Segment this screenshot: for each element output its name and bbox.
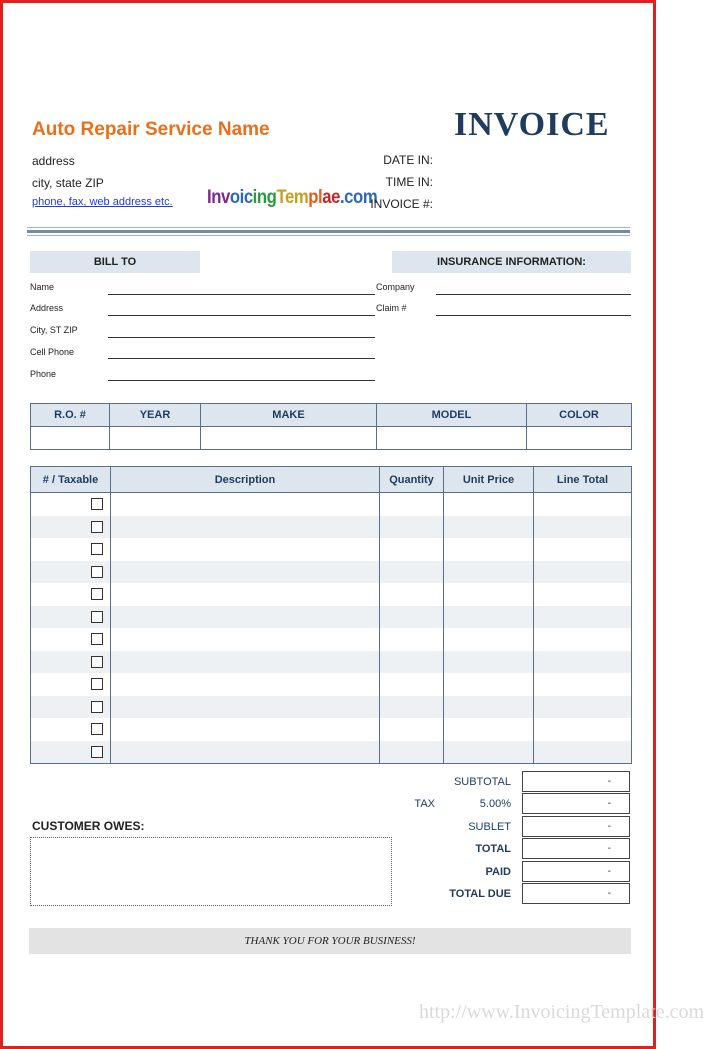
company-name: Auto Repair Service Name <box>32 119 270 140</box>
table-row <box>31 651 632 674</box>
description-cell[interactable] <box>111 583 380 606</box>
header-divider <box>27 227 630 228</box>
line-total-cell[interactable] <box>534 583 632 606</box>
description-cell[interactable] <box>111 718 380 741</box>
quantity-cell[interactable] <box>380 493 444 516</box>
quantity-cell[interactable] <box>380 606 444 629</box>
ro-number-header: R.O. # <box>31 404 110 427</box>
quantity-cell[interactable] <box>380 741 444 764</box>
taxable-cell[interactable] <box>31 493 111 516</box>
tax-value: - <box>522 793 630 814</box>
paid-value[interactable]: - <box>522 861 630 882</box>
taxable-cell[interactable] <box>31 606 111 629</box>
total-due-label: TOTAL DUE <box>449 888 511 900</box>
insurance-company-field[interactable] <box>436 294 631 295</box>
quantity-cell[interactable] <box>380 673 444 696</box>
total-value: - <box>522 838 630 859</box>
table-row <box>31 696 632 719</box>
unit-price-cell[interactable] <box>444 673 534 696</box>
taxable-cell[interactable] <box>31 583 111 606</box>
color-header: COLOR <box>527 404 632 427</box>
year-cell[interactable] <box>110 427 201 450</box>
taxable-checkbox[interactable] <box>91 521 103 533</box>
taxable-checkbox[interactable] <box>91 588 103 600</box>
table-row <box>31 606 632 629</box>
total-due-value: - <box>522 883 630 904</box>
subtotal-value: - <box>522 771 630 792</box>
paid-label: PAID <box>485 866 511 878</box>
bill-to-cell-phone-label: Cell Phone <box>30 347 75 357</box>
taxable-checkbox[interactable] <box>91 611 103 623</box>
bill-to-city-field[interactable] <box>108 337 375 338</box>
unit-price-cell[interactable] <box>444 718 534 741</box>
tax-rate[interactable]: 5.00% <box>479 798 511 810</box>
taxable-cell[interactable] <box>31 538 111 561</box>
taxable-cell[interactable] <box>31 673 111 696</box>
description-cell[interactable] <box>111 493 380 516</box>
unit-price-cell[interactable] <box>444 741 534 764</box>
vehicle-table <box>30 403 632 450</box>
customer-owes-title: CUSTOMER OWES: <box>32 819 145 833</box>
quantity-cell[interactable] <box>380 651 444 674</box>
header-divider-lower <box>27 235 630 236</box>
invoice-title: INVOICE <box>454 106 610 143</box>
table-row <box>31 741 632 764</box>
line-total-cell[interactable] <box>534 673 632 696</box>
date-in-label: DATE IN: <box>383 153 433 167</box>
bill-to-address-field[interactable] <box>108 315 375 316</box>
insurance-claim-label: Claim # <box>376 303 407 313</box>
taxable-cell[interactable] <box>31 718 111 741</box>
taxable-checkbox[interactable] <box>91 566 103 578</box>
sublet-label: SUBLET <box>468 821 511 833</box>
insurance-header: INSURANCE INFORMATION: <box>392 251 631 273</box>
taxable-checkbox[interactable] <box>91 723 103 735</box>
unit-price-cell[interactable] <box>444 628 534 651</box>
description-cell[interactable] <box>111 673 380 696</box>
table-row <box>31 628 632 651</box>
bill-to-name-field[interactable] <box>108 294 375 295</box>
taxable-cell[interactable] <box>31 741 111 764</box>
quantity-cell[interactable] <box>380 718 444 741</box>
company-city-state-zip: city, state ZIP <box>32 176 104 190</box>
unit-price-cell[interactable] <box>444 493 534 516</box>
taxable-checkbox[interactable] <box>91 543 103 555</box>
quantity-cell[interactable] <box>380 583 444 606</box>
quantity-header: Quantity <box>380 467 444 493</box>
description-cell[interactable] <box>111 516 380 539</box>
table-row <box>31 673 632 696</box>
quantity-cell[interactable] <box>380 561 444 584</box>
bill-to-phone-label: Phone <box>30 369 57 379</box>
line-total-cell[interactable] <box>534 493 632 516</box>
ro-number-cell[interactable] <box>31 427 110 450</box>
taxable-checkbox[interactable] <box>91 498 103 510</box>
line-total-cell[interactable] <box>534 651 632 674</box>
sublet-value[interactable]: - <box>522 816 630 837</box>
make-cell[interactable] <box>201 427 377 450</box>
total-label: TOTAL <box>475 843 511 855</box>
bill-to-city-label: City, ST ZIP <box>30 325 78 335</box>
description-cell[interactable] <box>111 538 380 561</box>
unit-price-cell[interactable] <box>444 651 534 674</box>
description-cell[interactable] <box>111 741 380 764</box>
table-row <box>31 583 632 606</box>
description-cell[interactable] <box>111 606 380 629</box>
table-row <box>31 718 632 741</box>
unit-price-cell[interactable] <box>444 538 534 561</box>
bill-to-address-label: Address <box>30 303 64 313</box>
quantity-cell[interactable] <box>380 696 444 719</box>
invoice-number-label: INVOICE #: <box>370 197 433 211</box>
thank-you-banner: THANK YOU FOR YOUR BUSINESS! <box>29 928 631 954</box>
quantity-cell[interactable] <box>380 516 444 539</box>
unit-price-cell[interactable] <box>444 583 534 606</box>
quantity-cell[interactable] <box>380 628 444 651</box>
watermark: http://www.InvoicingTemplate.com <box>419 1001 704 1023</box>
model-header: MODEL <box>377 404 527 427</box>
invoicing-template-logo: InvoicingTemplae.com <box>207 187 378 208</box>
year-header: YEAR <box>110 404 201 427</box>
taxable-header: # / Taxable <box>31 467 111 493</box>
color-cell[interactable] <box>527 427 632 450</box>
description-header: Description <box>111 467 380 493</box>
taxable-cell[interactable] <box>31 516 111 539</box>
company-address: address <box>32 154 75 168</box>
make-header: MAKE <box>201 404 377 427</box>
table-row <box>31 538 632 561</box>
taxable-cell[interactable] <box>31 696 111 719</box>
bill-to-header: BILL TO <box>30 251 200 273</box>
unit-price-cell[interactable] <box>444 696 534 719</box>
taxable-cell[interactable] <box>31 561 111 584</box>
line-total-cell[interactable] <box>534 606 632 629</box>
taxable-checkbox[interactable] <box>91 746 103 758</box>
taxable-checkbox[interactable] <box>91 633 103 645</box>
line-total-cell[interactable] <box>534 516 632 539</box>
line-total-cell[interactable] <box>534 696 632 719</box>
table-row <box>31 493 632 516</box>
description-cell[interactable] <box>111 561 380 584</box>
taxable-cell[interactable] <box>31 628 111 651</box>
line-total-cell[interactable] <box>534 561 632 584</box>
table-row <box>31 561 632 584</box>
line-items-table <box>30 466 632 764</box>
bill-to-cell-phone-field[interactable] <box>108 358 375 359</box>
description-cell[interactable] <box>111 696 380 719</box>
line-total-cell[interactable] <box>534 741 632 764</box>
taxable-checkbox[interactable] <box>91 701 103 713</box>
time-in-label: TIME IN: <box>385 175 433 189</box>
tax-label: TAX <box>414 798 435 810</box>
taxable-checkbox[interactable] <box>91 656 103 668</box>
header-divider-thick <box>27 230 630 233</box>
line-total-cell[interactable] <box>534 628 632 651</box>
line-items-body <box>31 493 632 764</box>
taxable-cell[interactable] <box>31 651 111 674</box>
subtotal-label: SUBTOTAL <box>453 776 511 788</box>
quantity-cell[interactable] <box>380 538 444 561</box>
line-total-cell[interactable] <box>534 718 632 741</box>
line-total-header: Line Total <box>534 467 632 493</box>
description-cell[interactable] <box>111 628 380 651</box>
line-total-cell[interactable] <box>534 538 632 561</box>
contact-link[interactable]: phone, fax, web address etc. <box>32 196 173 208</box>
bill-to-name-label: Name <box>30 282 55 292</box>
unit-price-header: Unit Price <box>444 467 534 493</box>
unit-price-cell[interactable] <box>444 516 534 539</box>
insurance-company-label: Company <box>376 282 415 292</box>
unit-price-cell[interactable] <box>444 561 534 584</box>
table-row <box>31 516 632 539</box>
insurance-claim-field[interactable] <box>436 315 631 316</box>
unit-price-cell[interactable] <box>444 606 534 629</box>
description-cell[interactable] <box>111 651 380 674</box>
customer-owes-box[interactable] <box>30 837 392 906</box>
model-cell[interactable] <box>377 427 527 450</box>
taxable-checkbox[interactable] <box>91 678 103 690</box>
bill-to-phone-field[interactable] <box>108 380 375 381</box>
